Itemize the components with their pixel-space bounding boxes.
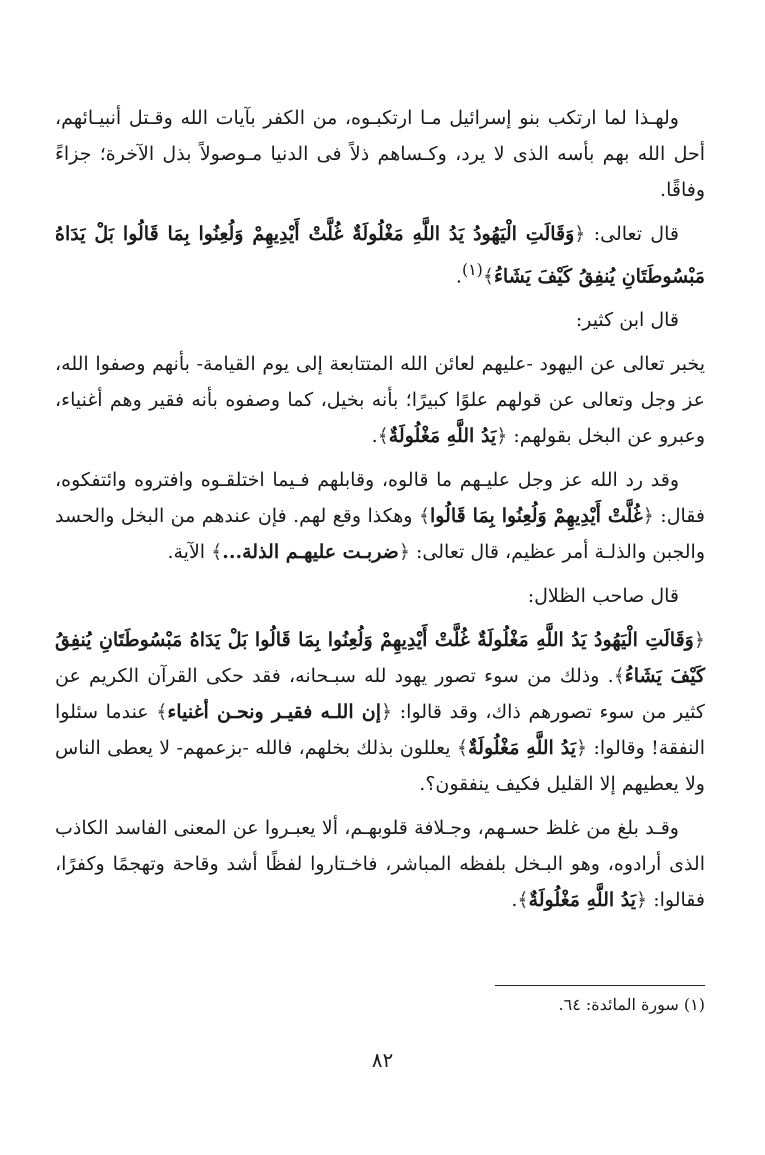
paragraph-5-text-c: يعللون بذلك بخلهم، فالله -بزعمهم- لا يعطى الناس ولا يعطيهم إلا القليل فكيف ينفقون؟. [55, 737, 705, 796]
paragraph-5-text-b: عندما سئلوا النفقة! وقالوا: [55, 701, 705, 760]
verse-close-bracket: ﴾ [377, 425, 389, 448]
verse-close-bracket: ﴾ [211, 541, 223, 564]
verse-open-bracket: ﴿ [642, 505, 654, 528]
verse-close-bracket: ﴾ [456, 737, 468, 760]
paragraph-3-text: يخبر تعالى عن اليهود -عليهم لعائن الله المتتابعة إلى يوم القيامة- بأنهم وصفوا الله، عز وجل وتعالى عن قولهم علوًا كبيرًا؛ بأنه بخيل، كما وصفوه بأنه فقير وهم أغنياء، وعبرو عن البخل بقولهم: [55, 353, 705, 448]
quran-verse: يَدُ اللَّهِ مَغْلُولَةٌ [528, 889, 637, 912]
heading-ibn-kathir: قال ابن كثير: [575, 309, 679, 332]
paragraph-4-text-c: الآية. [167, 541, 206, 564]
footnote-ref: (١) [461, 260, 483, 279]
paragraph-1 [55, 100, 705, 208]
quran-verse: يَدُ اللَّهِ مَغْلُولَةٌ [467, 737, 577, 760]
heading-zilal: قال صاحب الظلال: [527, 585, 679, 608]
verse-lead: قال تعالى: [593, 223, 679, 245]
verse-end: . [371, 425, 378, 448]
verse-end: . [511, 889, 518, 912]
paragraph-6-text: وقـد بلغ من غلظ حسـهم، وجـلافة قلوبهـم، ألا يعبـروا عن المعنى الفاسد الكاذب الذى أرادوه، وهو البـخل بلفظه المباشر، فاخـتاروا لفظًا أشد وقاحة وتهجمًا وكفرًا، فقالوا: [55, 817, 705, 912]
verse-open-bracket: ﴿ [576, 737, 588, 760]
quran-verse: يَدُ اللَّهِ مَغْلُولَةٌ [388, 425, 497, 448]
verse-open-bracket: ﴿ [496, 425, 508, 448]
verse-open-bracket: ﴿ [381, 701, 393, 724]
paragraph-4-text-a: وقد رد الله عز وجل عليـهم ما قالوه، وقابلهم فـيما اختلقـوه وافتروه وائتفكوه، فقال: [55, 469, 705, 528]
paragraph-4-text-b: وهكذا وقع لهم. فإن عندهم من البخل والحسد والجبن والذلـة أمر عظيم، قال تعالى: [55, 505, 705, 564]
paragraph-6 [55, 810, 705, 918]
quran-verse: وَقَالَتِ الْيَهُودُ يَدُ اللَّهِ مَغْلُولَةٌ غُلَّتْ أَيْدِيهِمْ وَلُعِنُوا بِمَا قَالُوا بَلْ يَدَاهُ مَبْسُوطَتَانِ يُنفِقُ كَيْفَ يَشَاءُ [55, 629, 705, 688]
verse-close-bracket: ﴾ [613, 665, 625, 688]
paragraph-5 [55, 622, 705, 802]
verse-open-bracket: ﴿ [636, 889, 648, 912]
verse-open-bracket: ﴿ [693, 629, 705, 652]
quran-verse: إن اللـه فقيـر ونحـن أغنياء [167, 701, 382, 724]
page-body [55, 100, 705, 926]
page-number: ٨٢ [371, 1048, 394, 1072]
verse-close-bracket: ﴾ [156, 701, 168, 724]
paragraph-2 [55, 216, 705, 294]
paragraph-5-text-a: . وذلك من سوء تصور يهود لله سبـحانه، فقد حكى القرآن الكريم عن كثير من سوء تصورهم ذاك، وقد قالوا: [55, 665, 705, 724]
verse-open-bracket: ﴿ [574, 223, 586, 245]
verse-close-bracket: ﴾ [517, 889, 529, 912]
paragraph-3 [55, 346, 705, 454]
verse-close-bracket: ﴾ [418, 505, 430, 528]
verse-close-bracket: ﴾ [482, 265, 494, 288]
quran-verse: غُلَّتْ أَيْدِيهِمْ وَلُعِنُوا بِمَا قَالُوا [429, 505, 643, 528]
quran-verse: وَقَالَتِ الْيَهُودُ يَدُ اللَّهِ مَغْلُولَةٌ غُلَّتْ أَيْدِيهِمْ وَلُعِنُوا بِمَا قَالُوا بَلْ يَدَاهُ مَبْسُوطَتَانِ يُنفِقُ كَيْفَ يَشَاءُ [55, 223, 705, 288]
verse-open-bracket: ﴿ [398, 541, 410, 564]
paragraph-1-text: ولهـذا لما ارتكب بنو إسرائيل مـا ارتكبـوه، من الكفر بآيات الله وقـتل أنبيـائهم، أحل الله بهم بأسه الذى لا يرد، وكـساهم ذلاً فى الدنيا مـوصولاً بذل الآخرة؛ جزاءً وفاقًا. [55, 107, 705, 201]
footnote: (١) سورة المائدة: ٦٤. [558, 995, 705, 1014]
quran-verse: ضربـت عليهـم الذلة... [222, 541, 399, 564]
paragraph-4 [55, 462, 705, 570]
verse-end: . [455, 265, 462, 288]
footnote-divider [495, 985, 705, 986]
